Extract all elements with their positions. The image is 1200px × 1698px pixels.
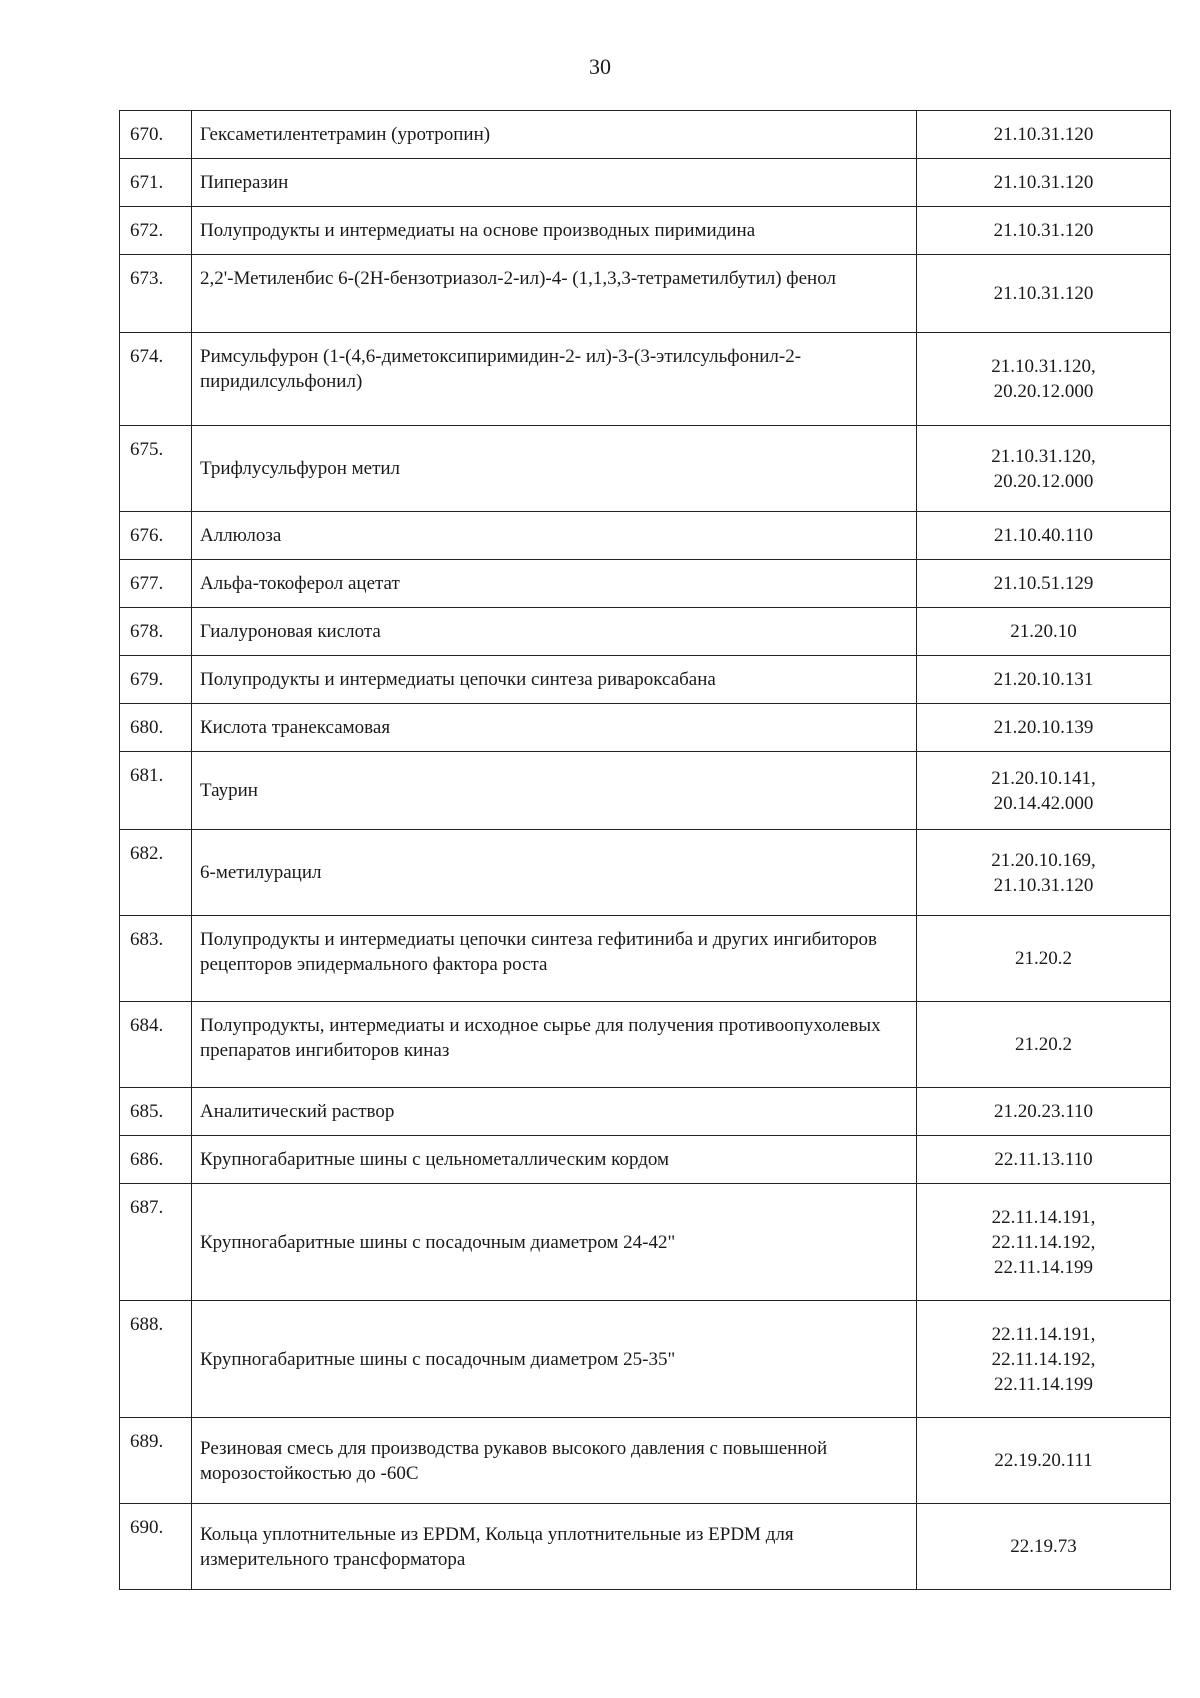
row-number: 670. (120, 111, 192, 159)
table-row (120, 656, 1171, 704)
row-number: 680. (120, 704, 192, 752)
product-table (119, 110, 1171, 1590)
row-name: Аналитический раствор (192, 1088, 917, 1136)
row-number: 685. (120, 1088, 192, 1136)
table-row (120, 1002, 1171, 1088)
row-name: 2,2'-Метиленбис 6-(2Н-бензотриазол-2-ил)-4- (1,1,3,3-тетраметилбутил) фенол (192, 255, 917, 333)
table-row (120, 1504, 1171, 1590)
row-code: 21.20.2 (917, 916, 1171, 1002)
row-number: 677. (120, 560, 192, 608)
table-row (120, 704, 1171, 752)
table-row (120, 752, 1171, 830)
row-name: Полупродукты и интермедиаты на основе производных пиримидина (192, 207, 917, 255)
table-row (120, 512, 1171, 560)
table-row (120, 1184, 1171, 1301)
row-number: 671. (120, 159, 192, 207)
row-name: Полупродукты, интермедиаты и исходное сырье для получения противоопухолевых препаратов ингибиторов киназ (192, 1002, 917, 1088)
row-name: Резиновая смесь для производства рукавов высокого давления с повышенной морозостойкостью до -60С (192, 1418, 917, 1504)
row-code: 22.11.14.191, 22.11.14.192, 22.11.14.199 (917, 1184, 1171, 1301)
row-name: Римсульфурон (1-(4,6-диметоксипиримидин-2- ил)-3-(3-этилсульфонил-2-пиридилсульфонил) (192, 333, 917, 426)
row-code: 22.11.13.110 (917, 1136, 1171, 1184)
table-row (120, 1136, 1171, 1184)
table-row (120, 255, 1171, 333)
row-name: 6-метилурацил (192, 830, 917, 916)
row-code: 21.10.31.120 (917, 159, 1171, 207)
row-number: 686. (120, 1136, 192, 1184)
row-number: 675. (120, 426, 192, 512)
table-row (120, 608, 1171, 656)
table-row (120, 426, 1171, 512)
row-name: Таурин (192, 752, 917, 830)
row-code: 22.11.14.191, 22.11.14.192, 22.11.14.199 (917, 1301, 1171, 1418)
row-code: 21.10.40.110 (917, 512, 1171, 560)
row-number: 674. (120, 333, 192, 426)
row-name: Трифлусульфурон метил (192, 426, 917, 512)
row-number: 676. (120, 512, 192, 560)
row-code: 21.20.2 (917, 1002, 1171, 1088)
row-name: Аллюлоза (192, 512, 917, 560)
table-row (120, 830, 1171, 916)
table-row (120, 1301, 1171, 1418)
row-number: 672. (120, 207, 192, 255)
table-row (120, 333, 1171, 426)
table-row (120, 1418, 1171, 1504)
row-number: 689. (120, 1418, 192, 1504)
row-number: 681. (120, 752, 192, 830)
row-name: Гексаметилентетрамин (уротропин) (192, 111, 917, 159)
row-code: 21.20.10.139 (917, 704, 1171, 752)
row-code: 21.10.31.120, 20.20.12.000 (917, 426, 1171, 512)
table-row (120, 111, 1171, 159)
row-number: 683. (120, 916, 192, 1002)
row-name: Полупродукты и интермедиаты цепочки синтеза ривароксабана (192, 656, 917, 704)
row-number: 682. (120, 830, 192, 916)
row-code: 21.10.31.120 (917, 111, 1171, 159)
table-row (120, 916, 1171, 1002)
row-code: 21.20.10.131 (917, 656, 1171, 704)
row-number: 678. (120, 608, 192, 656)
row-number: 679. (120, 656, 192, 704)
row-name: Крупногабаритные шины с посадочным диаметром 25-35" (192, 1301, 917, 1418)
row-number: 687. (120, 1184, 192, 1301)
table-row (120, 1088, 1171, 1136)
row-number: 673. (120, 255, 192, 333)
row-name: Гиалуроновая кислота (192, 608, 917, 656)
row-number: 684. (120, 1002, 192, 1088)
row-code: 21.10.31.120, 20.20.12.000 (917, 333, 1171, 426)
row-code: 21.10.31.120 (917, 255, 1171, 333)
row-name: Альфа-токоферол ацетат (192, 560, 917, 608)
table-row (120, 207, 1171, 255)
row-name: Крупногабаритные шины с посадочным диаметром 24-42" (192, 1184, 917, 1301)
row-name: Кольца уплотнительные из EPDM, Кольца уплотнительные из EPDM для измерительного трансформатора (192, 1504, 917, 1590)
row-code: 22.19.20.111 (917, 1418, 1171, 1504)
row-code: 21.20.23.110 (917, 1088, 1171, 1136)
page-number: 30 (589, 54, 611, 79)
table-row (120, 159, 1171, 207)
row-code: 22.19.73 (917, 1504, 1171, 1590)
row-name: Полупродукты и интермедиаты цепочки синтеза гефитиниба и других ингибиторов рецепторов эпидермального фактора роста (192, 916, 917, 1002)
row-name: Пиперазин (192, 159, 917, 207)
row-code: 21.20.10.169, 21.10.31.120 (917, 830, 1171, 916)
row-number: 688. (120, 1301, 192, 1418)
row-code: 21.10.51.129 (917, 560, 1171, 608)
row-name: Крупногабаритные шины с цельнометаллическим кордом (192, 1136, 917, 1184)
row-code: 21.10.31.120 (917, 207, 1171, 255)
row-code: 21.20.10.141, 20.14.42.000 (917, 752, 1171, 830)
row-name: Кислота транексамовая (192, 704, 917, 752)
table-row (120, 560, 1171, 608)
row-number: 690. (120, 1504, 192, 1590)
row-code: 21.20.10 (917, 608, 1171, 656)
